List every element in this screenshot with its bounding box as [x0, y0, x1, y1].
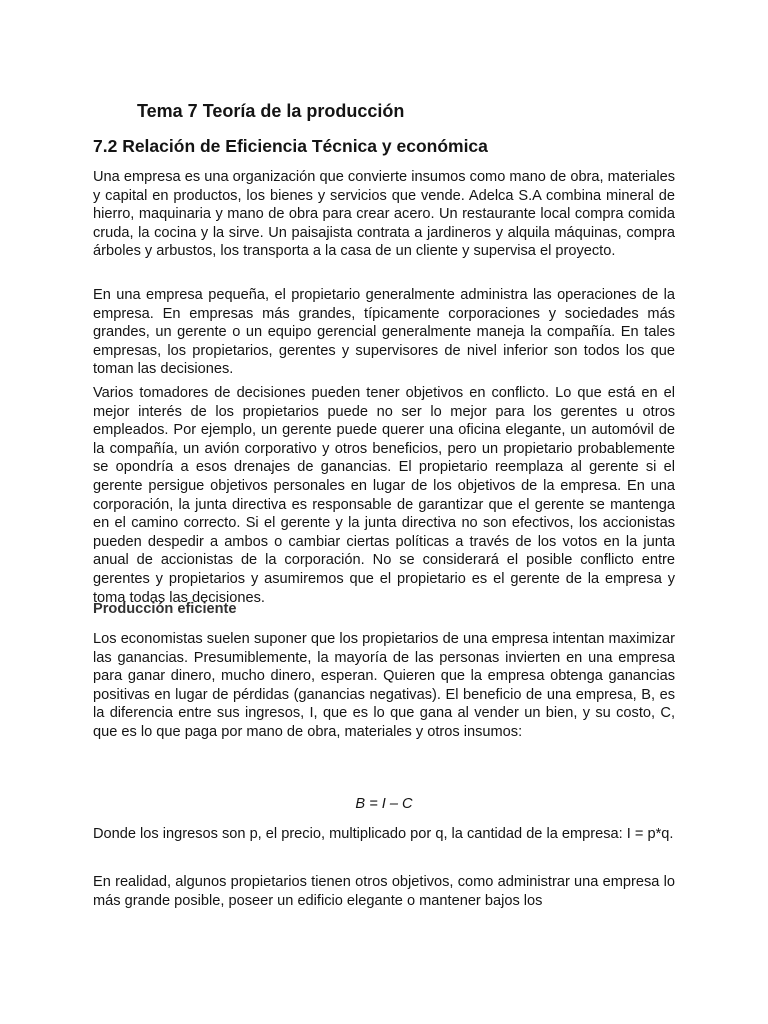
paragraph-maximizar-ganancias: Los economistas suelen suponer que los propietarios de una empresa intentan maximizar las ganancias. Presumiblemente, la mayoría de las personas invierten en una empresa para ganar dinero, mucho dinero, esperan. Quieren que la empresa obtenga ganancias positivas en lugar de pérdidas (ganancias negativas). El beneficio de una empresa, B, es la diferencia entre sus ingresos, I, que es lo que gana al vender un bien, y su costo, C, que es lo que paga por mano de obra, materiales y otros insumos:	[93, 631, 675, 740]
paragraph-empresa-definicion: Una empresa es una organización que convierte insumos como mano de obra, materiales y capital en productos, los bienes y servicios que vende. Adelca S.A combina mineral de hierro, maquinaria y mano de obra para crear acero. Un restaurante local compra comida cruda, la cocina y la sirve. Un paisajista contrata a jardineros y alquila máquinas, compra árboles y arbustos, los transporta a la casa de un cliente y supervisa el proyecto.	[93, 169, 675, 260]
paragraph-objetivos-conflicto: Varios tomadores de decisiones pueden tener objetivos en conflicto. Lo que está en el mejor interés de los propietarios puede no ser lo mejor para los gerentes u otros empleados. Por ejemplo, un gerente puede querer una oficina elegante, un automóvil de la compañía, un avión corporativo y otros beneficios, pero un propietario probablemente se opondría a esos drenajes de ganancias. El propietario reemplaza al gerente si el gerente persigue objetivos personales en lugar de los objetivos de la empresa. En una corporación, la junta directiva es responsable de garantizar que el gerente se mantenga en el camino correcto. Si el gerente y la junta directiva no son efectivos, los accionistas pueden despedir a ambos o cambiar ciertas políticas a través de los votos en la junta anual de accionistas de la corporación. No se considerará el posible conflicto entre gerentes y propietarios y asumiremos que el propietario es el gerente de la empresa y toma todas las decisiones.	[93, 385, 675, 606]
formula-beneficio: B = I – C	[355, 796, 413, 812]
section-subtitle: 7.2 Relación de Eficiencia Técnica y económica	[93, 136, 488, 156]
page-title: Tema 7 Teoría de la producción	[137, 101, 405, 121]
paragraph-ingresos: Donde los ingresos son p, el precio, multiplicado por q, la cantidad de la empresa: I = p*q.	[93, 826, 674, 842]
paragraph-otros-objetivos: En realidad, algunos propietarios tienen otros objetivos, como administrar una empresa lo más grande posible, poseer un edificio elegante o mantener bajos los	[93, 874, 675, 909]
section-heading-produccion-eficiente: Producción eficiente	[93, 601, 237, 617]
paragraph-empresa-pequena: En una empresa pequeña, el propietario generalmente administra las operaciones de la empresa. En empresas más grandes, típicamente corporaciones y sociedades más grandes, un gerente o un equipo gerencial generalmente maneja la compañía. En tales empresas, los propietarios, gerentes y supervisores de nivel inferior son todos los que toman las decisiones.	[93, 287, 675, 378]
